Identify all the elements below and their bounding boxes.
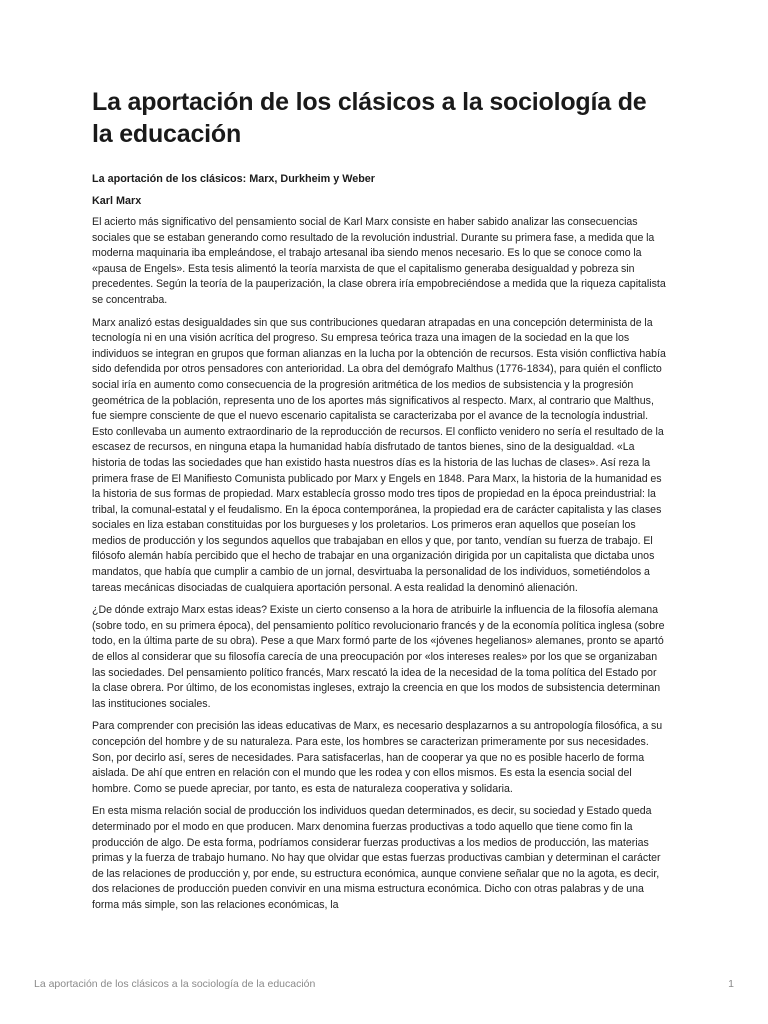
paragraph-2: Marx analizó estas desigualdades sin que sus contribuciones quedaran atrapadas en una concepción determinista de la tecnología ni en una visión acrítica del progreso. Su empresa teórica traza una imagen de la sociedad en la que los individuos se integran en grupos que forman alianzas en la lucha por la obtención de recursos. Esta visión conflictiva había sido defendida por otros pensadores con anterioridad. La obra del demógrafo Malthus (1776-1834), para quién el conflicto social iría en aumento como consecuencia de la progresión aritmética de los medios de subsistencia y la progresión geométrica de la población, representa uno de los aportes más significativos al respecto. Marx, al contrario que Malthus, fue siempre consciente de que el nuevo escenario capitalista se caracterizaba por el avance de la tecnología industrial. Esto conllevaba un aumento extraordinario de la reproducción de recursos. El conflicto venidero no sería el resultado de la escasez de recursos, en ninguna etapa la humanidad había disfrutado de tantos bienes, sino de la desigualdad. «La historia de todas las sociedades que han existido hasta nuestros días es la historia de las luchas de clases». Así reza la primera frase de El Manifiesto Comunista publicado por Marx y Engels en 1848. Para Marx, la historia de la humanidad es la historia de sus formas de propiedad. Marx establecía grosso modo tres tipos de propiedad en la época preindustrial: la tribal, la comunal-estatal y el feudalismo. En la época contemporánea, la propiedad era de carácter capitalista y las clases sociales en liza estaban constituidas por los burgueses y los proletarios. Los primeros eran aquellos que poseían los medios de producción y los segundos aquellos que trabajaban en ellos y que, por tanto, vendían su fuerza de trabajo. El filósofo alemán había percibido que el hecho de trabajar en una organización dirigida por un capitalista que dictaba unos mandatos, que había que cumplir a cambio de un jornal, desvirtuaba la personalidad de los individuos, sometiéndolos a tareas mecánicas disociadas de cualquiera aportación personal. A esta realidad la denominó alienación. [92,316,666,594]
page-footer [34,978,734,990]
document-body [92,86,666,914]
page-number: 1 [728,978,734,990]
paragraph-3: ¿De dónde extrajo Marx estas ideas? Existe un cierto consenso a la hora de atribuirle la influencia de la filosofía alemana (sobre todo, en su primera época), del pensamiento político revolucionario francés y de la economía política inglesa (sobre todo, en la última parte de su obra). Pese a que Marx formó parte de los «jóvenes hegelianos» alemanes, pronto se apartó de ellos al considerar que su filosofía carecía de una preocupación por «los intereses reales» por los que se organizaban las sociedades. Del pensamiento político francés, Marx rescató la idea de la necesidad de la toma política del Estado por la clase obrera. Por último, de los economistas ingleses, extrajo la creencia en que los modos de subsistencia determinan las instituciones sociales. [92,604,665,710]
document-subtitle: La aportación de los clásicos: Marx, Durkheim y Weber [92,173,376,185]
paragraph-1: El acierto más significativo del pensamiento social de Karl Marx consiste en haber sabido analizar las consecuencias sociales que se estaban generando como resultado de la revolución industrial. Durante su primera fase, a medida que la moderna maquinaria iba empleándose, el trabajo artesanal iba siendo menos necesario. Es lo que se conoce como la «pausa de Engels». Esta tesis alimentó la teoría marxista de que el capitalismo generaba desigualdad y pobreza sin precedentes. Según la teoría de la pauperización, la clase obrera iría empobreciéndose a medida que la riqueza capitalista se concentraba. [92,216,666,306]
section-heading: Karl Marx [92,195,142,207]
footer-title: La aportación de los clásicos a la sociología de la educación [34,978,316,990]
paragraph-5: En esta misma relación social de producción los individuos quedan determinados, es decir, su sociedad y Estado queda determinado por el modo en que producen. Marx denomina fuerzas productivas a todo aquello que tiene como fin la producción de algo. De esta forma, podríamos considerar fuerzas productivas a los medios de producción, las materias primas y la fuerza de trabajo humano. No hay que olvidar que estas fuerzas productivas cambian y determinan el carácter de las relaciones de producción y, por ende, su estructura económica, aunque conviene señalar que no la agota, es decir, dos relaciones de producción pueden convivir en una misma estructura económica. Dicho con otras palabras y de una forma más simple, son las relaciones económicas, la [92,805,661,911]
paragraph-4: Para comprender con precisión las ideas educativas de Marx, es necesario desplazarnos a su antropología filosófica, a su concepción del hombre y de su naturaleza. Para este, los hombres se caracterizan primeramente por sus necesidades. Son, por decirlo así, seres de necesidades. Para satisfacerlas, han de cooperar ya que no es posible hacerlo de forma aislada. De ahí que entren en relación con el mundo que les rodea y con ellos mismos. Es esta la esencia social del hombre. Como se puede apreciar, por tanto, es esta de naturaleza cooperativa y solidaria. [92,720,663,795]
page-title: La aportación de los clásicos a la sociología de la educación [92,88,647,148]
